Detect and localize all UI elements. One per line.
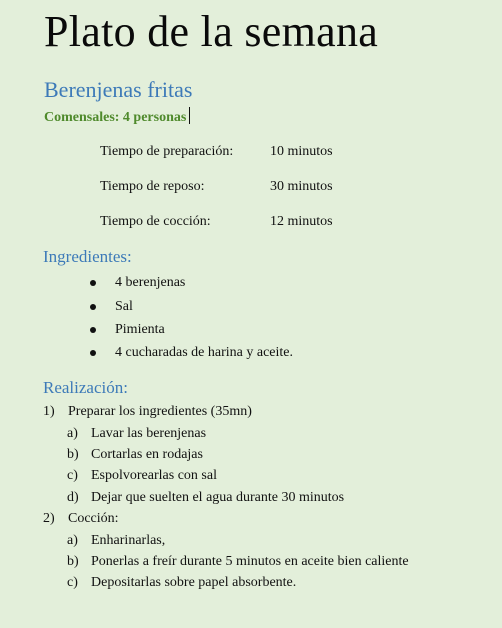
substep-letter: a)	[67, 426, 78, 441]
time-value: 30 minutos	[270, 179, 333, 194]
substep-text: Depositarlas sobre papel absorbente.	[91, 575, 297, 590]
substep-text: Enharinarlas,	[91, 533, 166, 548]
substep-text: Cortarlas en rodajas	[91, 447, 203, 462]
bullet-icon	[90, 280, 96, 286]
time-label: Tiempo de reposo:	[100, 179, 205, 194]
ingredient-text: 4 cucharadas de harina y aceite.	[115, 345, 294, 360]
step-number: 1)	[43, 404, 55, 419]
recipe-name: Berenjenas fritas	[44, 77, 193, 102]
bullet-icon	[90, 327, 96, 333]
bullet-icon	[90, 350, 96, 356]
text-cursor	[189, 107, 190, 124]
substep-text: Dejar que suelten el agua durante 30 minutos	[91, 490, 345, 505]
substep-letter: b)	[67, 447, 79, 462]
step-number: 2)	[43, 511, 55, 526]
substep-text: Ponerlas a freír durante 5 minutos en aceite bien caliente	[91, 554, 409, 569]
step-text: Cocción:	[68, 511, 119, 526]
step-text: Preparar los ingredientes (35mn)	[68, 404, 252, 419]
bullet-icon	[90, 304, 96, 310]
time-value: 12 minutos	[270, 214, 333, 229]
substep-letter: b)	[67, 554, 79, 569]
ingredients-heading: Ingredientes:	[43, 247, 132, 266]
preparation-heading: Realización:	[43, 378, 128, 397]
substep-text: Lavar las berenjenas	[91, 426, 207, 441]
substep-letter: c)	[67, 468, 78, 483]
substep-letter: d)	[67, 490, 79, 505]
servings-line	[44, 107, 190, 128]
substep-letter: c)	[67, 575, 78, 590]
ingredient-text: 4 berenjenas	[115, 275, 186, 290]
ingredient-text: Sal	[115, 299, 133, 314]
substep-text: Espolvorearlas con sal	[91, 468, 217, 483]
servings-text: Comensales: 4 personas	[44, 110, 187, 125]
page-title: Plato de la semana	[44, 7, 379, 56]
ingredient-text: Pimienta	[115, 322, 165, 337]
time-label: Tiempo de cocción:	[100, 214, 211, 229]
time-value: 10 minutos	[270, 144, 333, 159]
time-label: Tiempo de preparación:	[100, 144, 234, 159]
substep-letter: a)	[67, 533, 78, 548]
